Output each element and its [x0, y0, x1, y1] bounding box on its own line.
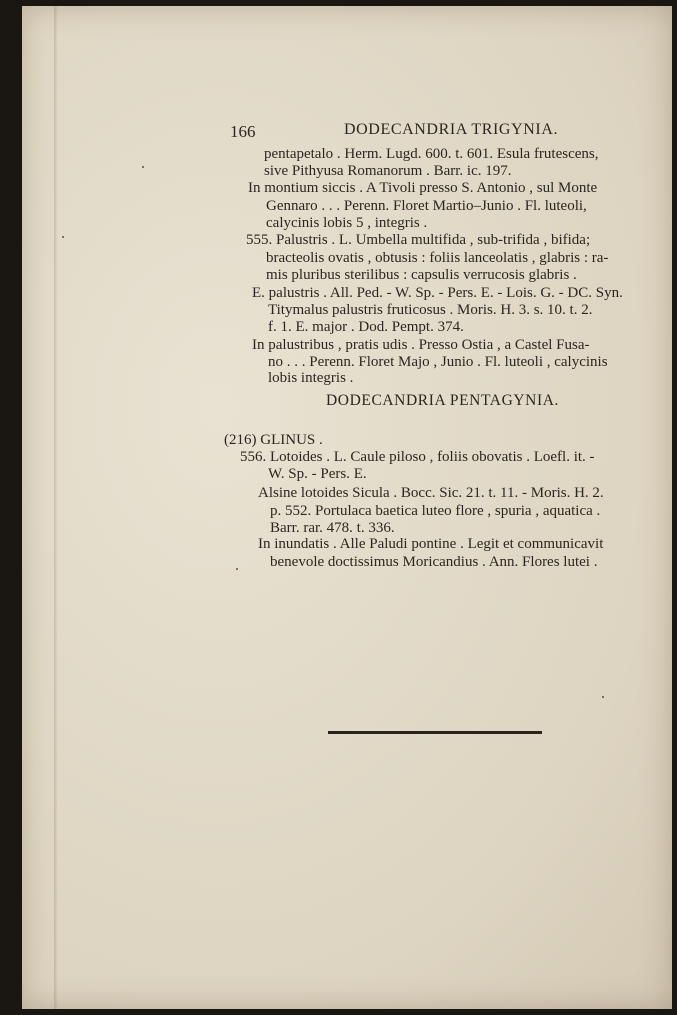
text-line: Gennaro . . . Perenn. Floret Martio–Junio . Fl. luteoli, — [266, 198, 587, 214]
text-line: Barr. rar. 478. t. 336. — [270, 520, 395, 536]
page-fold-shadow — [54, 6, 58, 1009]
text-line: W. Sp. - Pers. E. — [268, 466, 367, 482]
text-line: 556. Lotoides . L. Caule piloso , foliis obovatis . Loefl. it. - — [240, 449, 595, 465]
text-line: pentapetalo . Herm. Lugd. 600. t. 601. Esula frutescens, — [264, 146, 599, 162]
paper-speck — [602, 696, 604, 698]
paper-speck — [236, 568, 238, 570]
text-line: mis pluribus sterilibus : capsulis verrucosis glabris . — [266, 267, 577, 283]
genus-heading: (216) GLINUS . — [224, 432, 323, 448]
text-line: In palustribus , pratis udis . Presso Ostia , a Castel Fusa- — [252, 337, 590, 353]
text-line: In montium siccis . A Tivoli presso S. Antonio , sul Monte — [248, 180, 598, 196]
running-head: DODECANDRIA TRIGYNIA. — [344, 121, 559, 138]
text-line: no . . . Perenn. Floret Majo , Junio . Fl. luteoli , calycinis — [268, 354, 608, 370]
text-line: p. 552. Portulaca baetica luteo flore , spuria , aquatica . — [270, 503, 601, 519]
text-line: Alsine lotoides Sicula . Bocc. Sic. 21. t. 11. - Moris. H. 2. — [258, 485, 604, 501]
book-page — [22, 6, 672, 1009]
paper-speck — [62, 236, 64, 238]
page-number: 166 — [230, 122, 256, 141]
text-line: benevole doctissimus Moricandius . Ann. Flores lutei . — [270, 554, 598, 570]
text-line: 555. Palustris . L. Umbella multifida , sub-trifida , bifida; — [246, 232, 591, 248]
section-heading: DODECANDRIA PENTAGYNIA. — [326, 392, 559, 409]
end-rule — [328, 731, 542, 734]
text-line: In inundatis . Alle Paludi pontine . Legit et communicavit — [258, 536, 604, 552]
text-line: f. 1. E. major . Dod. Pempt. 374. — [268, 319, 464, 335]
text-line: bracteolis ovatis , obtusis : foliis lanceolatis , glabris : ra- — [266, 250, 609, 266]
paper-speck — [142, 166, 144, 168]
text-line: E. palustris . All. Ped. - W. Sp. - Pers. E. - Lois. G. - DC. Syn. — [252, 285, 623, 301]
text-line: sive Pithyusa Romanorum . Barr. ic. 197. — [264, 163, 512, 179]
text-line: lobis integris . — [268, 370, 354, 386]
text-line: calycinis lobis 5 , integris . — [266, 215, 428, 231]
text-line: Titymalus palustris fruticosus . Moris. H. 3. s. 10. t. 2. — [268, 302, 593, 318]
